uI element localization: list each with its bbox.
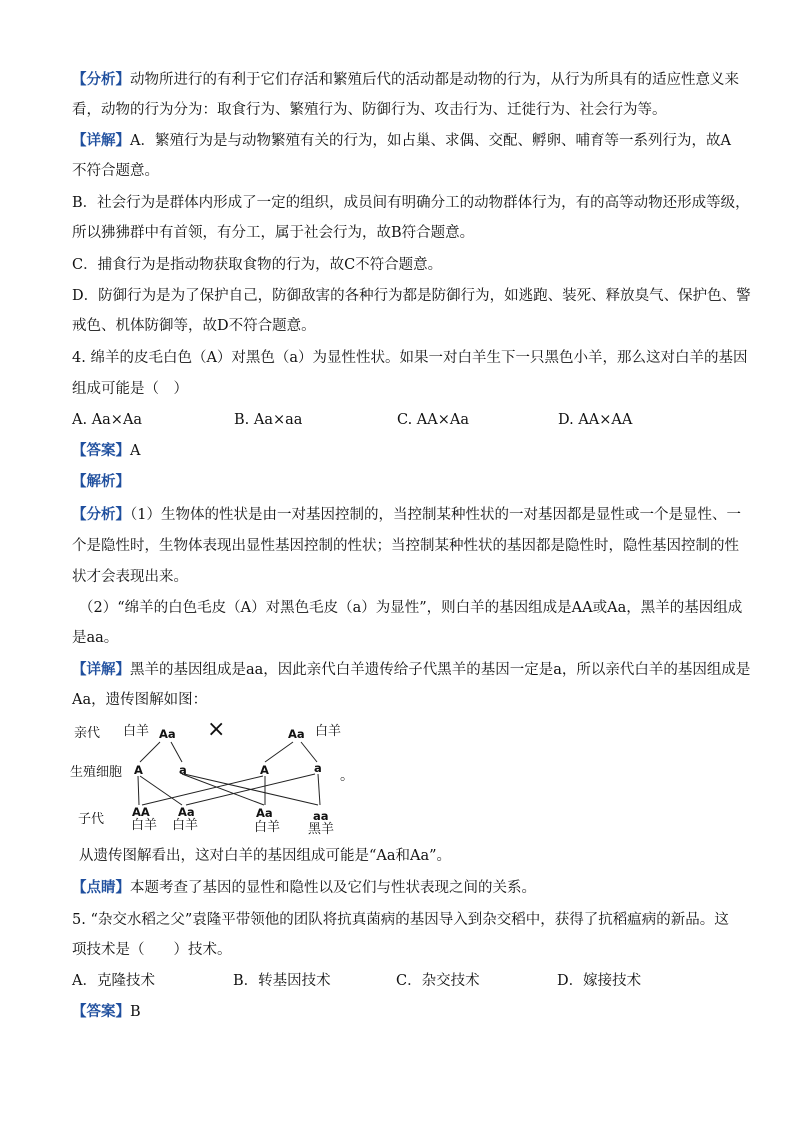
prev-d-line-2: 戒色、机体防御等，故D不符合题意。 [72,318,316,334]
q5-answer: 【答案】B [72,1003,141,1020]
gamete-a-1: a [179,763,187,777]
parent1-genotype: Aa [159,727,176,741]
q4-xiangjie-line-2: Aa，遗传图解如图： [72,692,208,708]
parent1-label: 白羊 [123,724,150,739]
q4-option-b: B. Aa×aa [234,412,303,428]
q4-xiangjie-line-1: 【详解】黑羊的基因组成是aa，因此亲代白羊遗传给子代黑羊的基因一定是a，所以亲代白羊的基因组成是 [72,661,751,678]
offspring-genotype-2: Aa [178,805,195,819]
line-p1-to-a [171,742,182,762]
row-label-gamete: 生殖细胞 [70,765,123,780]
q5-stem-line-1: 5. “杂交水稻之父”袁隆平带领他的团队将抗真菌病的基因导入到杂交稻中，获得了抗稻瘟病的新品。这 [72,912,729,928]
q4-stem-line-2: 组成可能是（ ） [72,381,188,397]
cross-symbol: × [207,717,226,742]
answer-tag: 【答案】 [72,1003,130,1020]
line-p1-to-A [140,742,160,762]
prev-c-line-1: C．捕食行为是指动物获取食物的行为，故C不符合题意。 [72,257,443,273]
q4-fenxi-line-1: 【分析】（1）生物体的性状是由一对基因控制的，当控制某种性状的一对基因都是显性或一个是显性、一 [72,506,741,523]
prev-b-line-2: 所以狒狒群中有首领，有分工，属于社会行为，故B符合题意。 [72,225,475,241]
offspring-label-2: 白羊 [172,818,199,833]
prev-xiangjie-a-line-1: 【详解】A．繁殖行为是与动物繁殖有关的行为，如占巢、求偶、交配、孵卵、哺育等一系列行为，故A [72,132,731,149]
prev-b-line-1: B．社会行为是群体内形成了一定的组织，成员间有明确分工的动物群体行为，有的高等动物还形成等级， [72,195,750,211]
line-a2-to-aa [318,774,320,805]
q4-option-c: C. AA×Aa [397,412,470,428]
prev-a-line-2: 不符合题意。 [72,163,159,179]
q5-option-d: D．嫁接技术 [557,973,642,989]
offspring-label-1: 白羊 [131,818,158,833]
prev-d-line-1: D．防御行为是为了保护自己，防御敌害的各种行为都是防御行为，如逃跑、装死、释放臭气、保护色、警 [72,288,751,304]
gamete-A-1: A [134,763,143,777]
q5-option-a: A．克隆技术 [72,973,155,989]
parent2-genotype: Aa [288,727,305,741]
offspring-genotype-1: AA [132,805,150,819]
fenxi-tag: 【分析】 [72,71,130,88]
line-A-to-AA [138,776,139,805]
q4-answer: 【答案】A [72,442,141,459]
genetic-cross-diagram [68,716,368,840]
q4-option-d: D. AA×AA [558,412,633,428]
offspring-genotype-3: Aa [256,806,273,820]
q4-jiexi-tag: 【解析】 [72,473,130,490]
q4-option-a: A. Aa×Aa [72,412,143,428]
q4-dianjing: 【点睛】本题考查了基因的显性和隐性以及它们与性状表现之间的关系。 [72,879,536,896]
q4-p2-line-2: 是aa。 [72,630,119,646]
xiangjie-tag: 【详解】 [72,132,130,149]
gamete-A-2: A [260,763,269,777]
line-p2-to-a [301,742,317,762]
row-label-offspring: 子代 [78,812,105,827]
parent2-label: 白羊 [315,724,342,739]
q4-fenxi-line-2: 个是隐性时，生物体表现出显性基因控制的性状；当控制某种性状的基因都是隐性时，隐性基因控制的性 [72,538,739,554]
q5-option-b: B．转基因技术 [233,973,331,989]
q4-conclusion: 从遗传图解看出，这对白羊的基因组成可能是“Aa和Aa”。 [79,848,452,864]
gamete-a-2: a [314,761,322,775]
prev-fenxi-line-2: 看，动物的行为分为：取食行为、繁殖行为、防御行为、攻击行为、迁徙行为、社会行为等。 [72,102,667,118]
q5-stem-line-2: 项技术是（ ）技术。 [72,942,232,958]
answer-tag: 【答案】 [72,442,130,459]
prev-fenxi-line-1: 【分析】动物所进行的有利于它们存活和繁殖后代的活动都是动物的行为，从行为所具有的适应性意义来 [72,71,739,88]
fenxi-tag: 【分析】 [72,506,130,523]
q4-stem-line-1: 4. 绵羊的皮毛白色（A）对黑色（a）为显性性状。如果一对白羊生下一只黑色小羊，那么这对白羊的基因 [72,350,748,366]
xiangjie-tag: 【详解】 [72,661,130,678]
q4-p2-line-1: （2）“绵羊的白色毛皮（A）对黑色毛皮（a）为显性”，则白羊的基因组成是AA或Aa，黑羊的基因组成 [79,600,743,616]
row-label-parent: 亲代 [74,726,101,741]
q4-fenxi-line-3: 状才会表现出来。 [72,569,188,585]
offspring-label-3: 白羊 [254,820,281,835]
diagram-trailing-mark: 。 [340,768,354,784]
line-p2-to-A [265,742,293,762]
dianjing-tag: 【点睛】 [72,879,130,896]
offspring-label-4: 黑羊 [308,822,335,837]
offspring-genotype-4: aa [313,809,329,823]
q5-option-c: C．杂交技术 [396,973,480,989]
